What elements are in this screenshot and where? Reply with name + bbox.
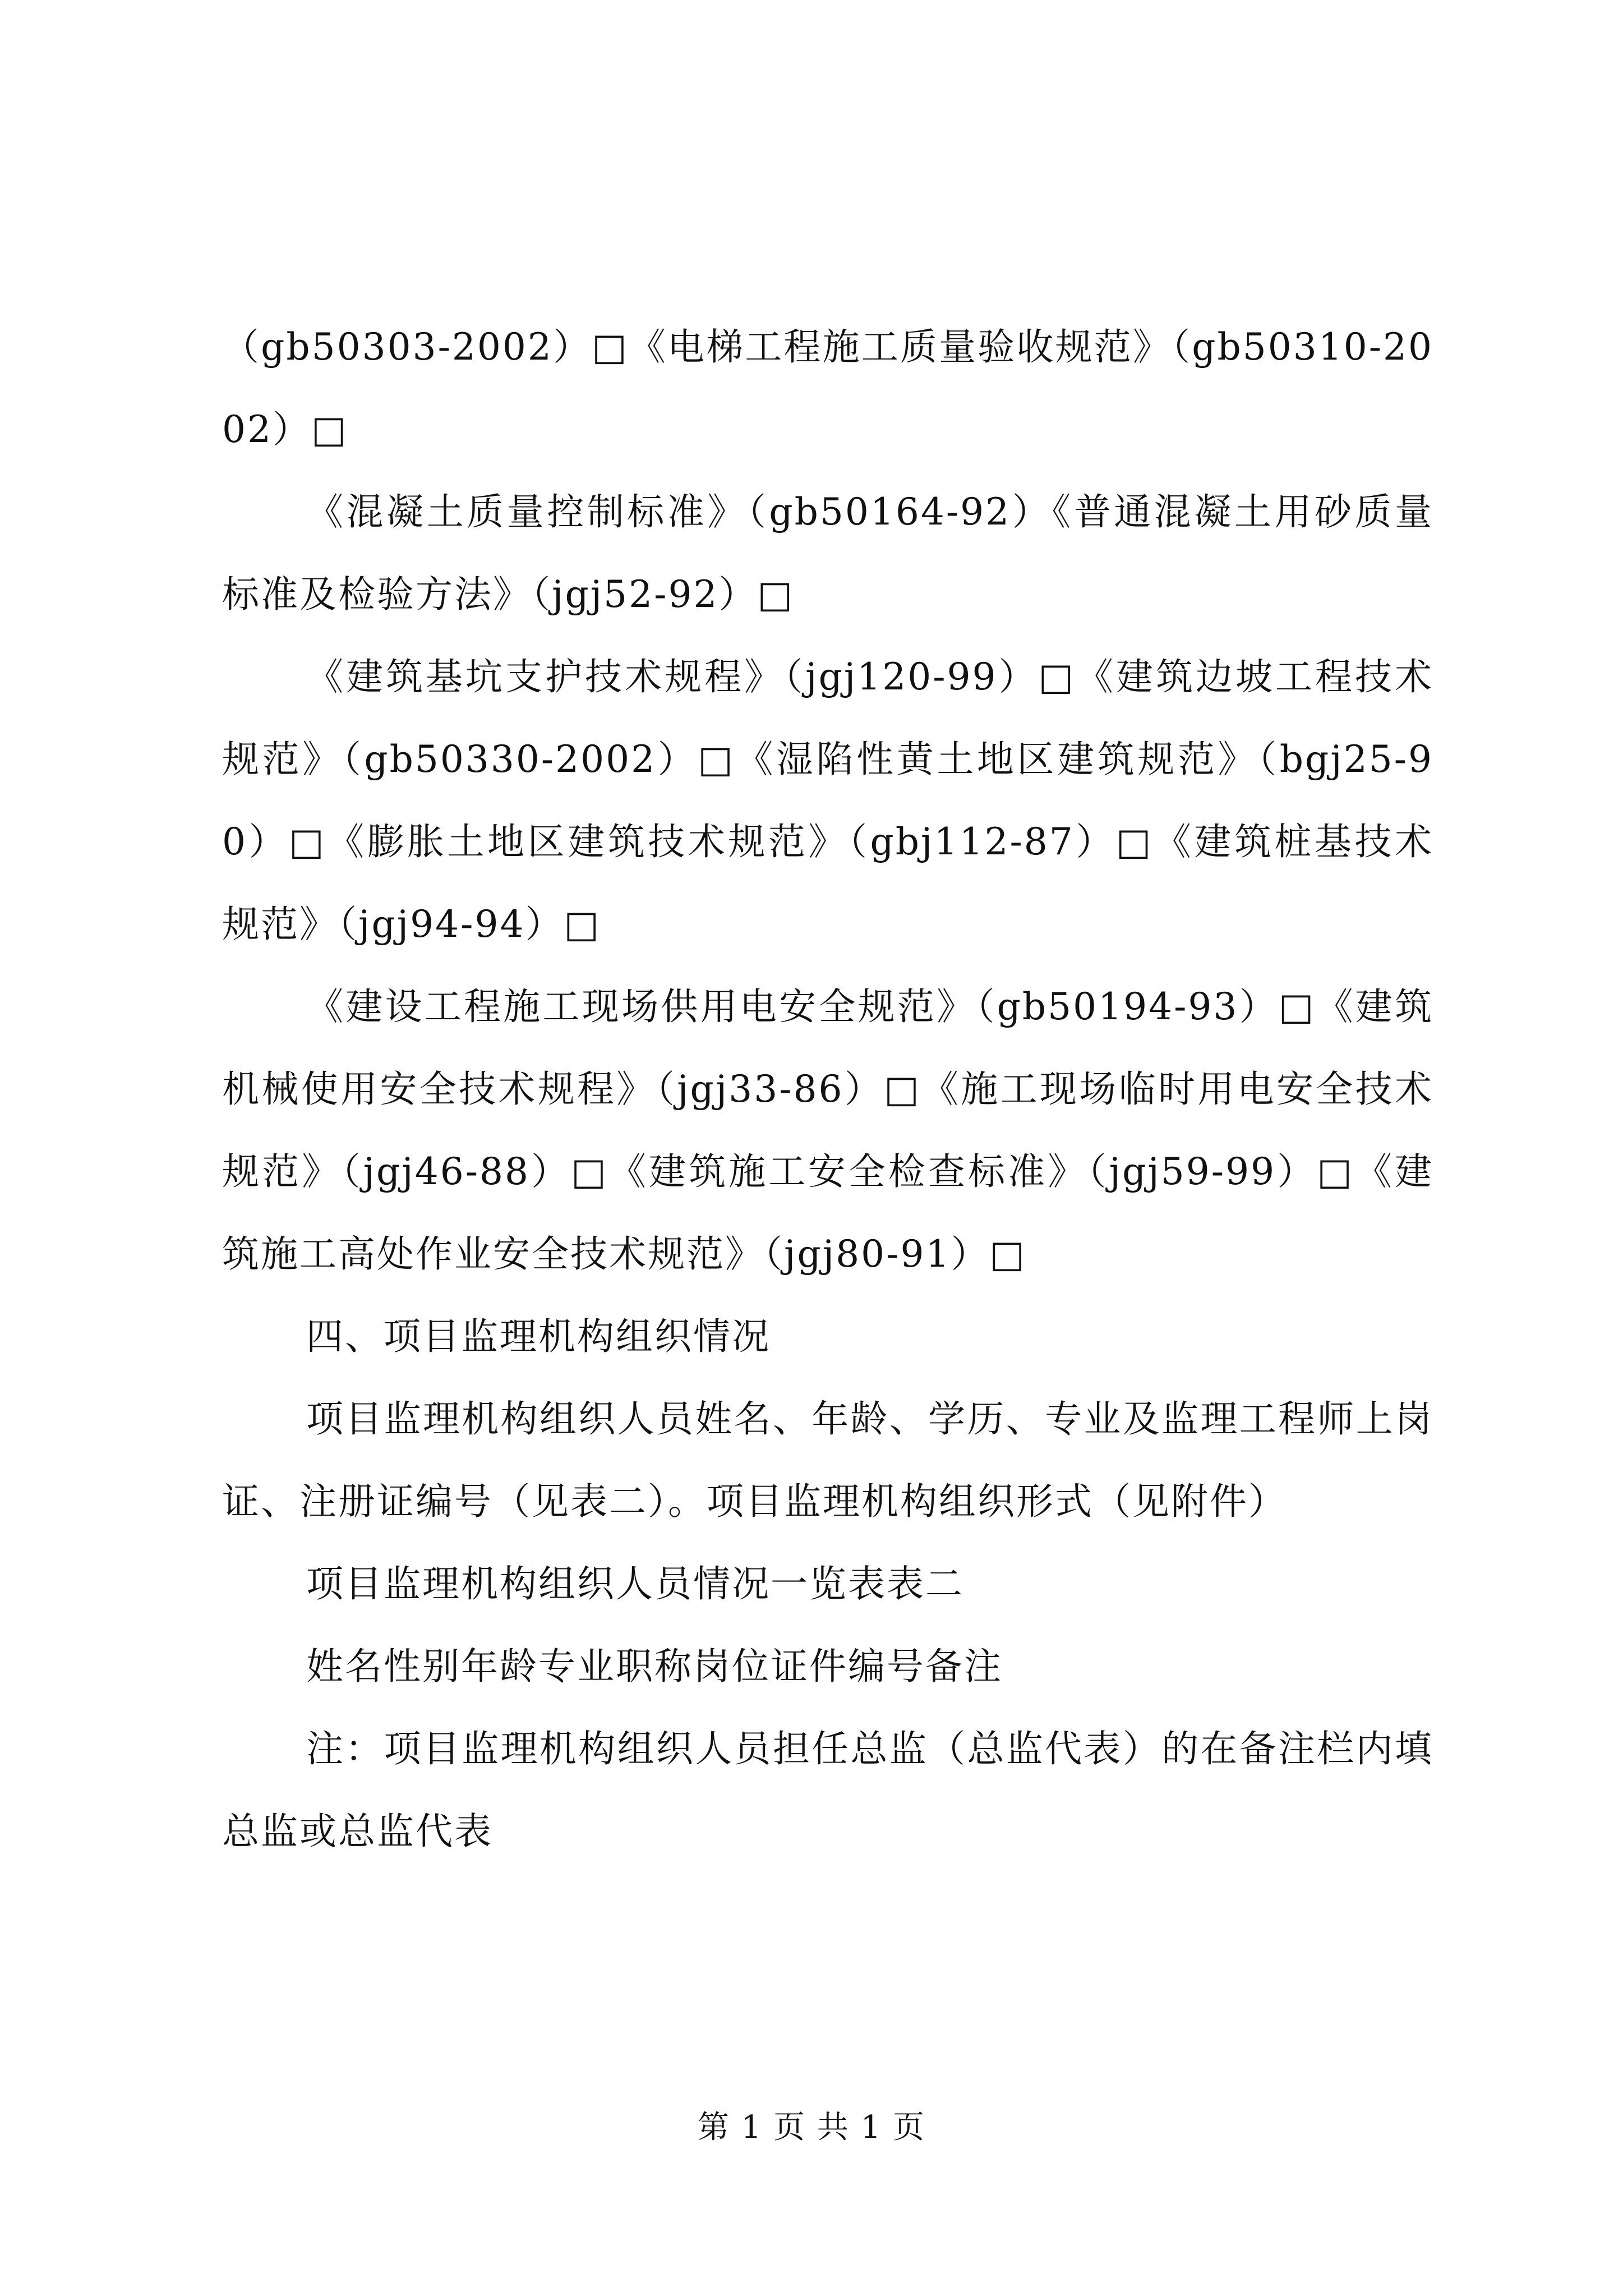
paragraph-standards-concrete: 《混凝土质量控制标准》（gb50164-92）《普通混凝土用砂质量标准及检验方法》（jgj52-92）□ bbox=[222, 490, 1433, 616]
table-title: 项目监理机构组织人员情况一览表表二 bbox=[306, 1562, 964, 1605]
table-header-row: 姓名性别年龄专业职称岗位证件编号备注 bbox=[306, 1645, 1003, 1688]
paragraph-standards-elevator: （gb50303-2002）□《电梯工程施工质量验收规范》（gb50310-2002）□ bbox=[222, 325, 1433, 451]
paragraph-standards-safety: 《建设工程施工现场供用电安全规范》（gb50194-93）□《建筑机械使用安全技术规程》（jgj33-86）□《施工现场临时用电安全技术规范》（jgj46-88）□《建筑施工安全检查标准》（jgj59-99）□《建筑施工高处作业安全技术规范》（jgj80-91）□ bbox=[222, 985, 1433, 1276]
page-footer: 第 1 页 共 1 页 bbox=[697, 2109, 926, 2146]
section-heading-organization: 四、项目监理机构组织情况 bbox=[306, 1315, 771, 1358]
paragraph-organization-description: 项目监理机构组织人员姓名、年龄、学历、专业及监理工程师上岗证、注册证编号（见表二）。项目监理机构组织形式（见附件） bbox=[222, 1397, 1433, 1523]
document-body bbox=[222, 306, 1433, 1872]
paragraph-note: 注：项目监理机构组织人员担任总监（总监代表）的在备注栏内填总监或总监代表 bbox=[222, 1727, 1433, 1853]
paragraph-standards-foundation: 《建筑基坑支护技术规程》（jgj120-99）□《建筑边坡工程技术规范》（gb50330-2002）□《湿陷性黄土地区建筑规范》（bgj25-90）□《膨胀土地区建筑技术规范》（gbj112-87）□《建筑桩基技术规范》（jgj94-94）□ bbox=[222, 655, 1433, 946]
